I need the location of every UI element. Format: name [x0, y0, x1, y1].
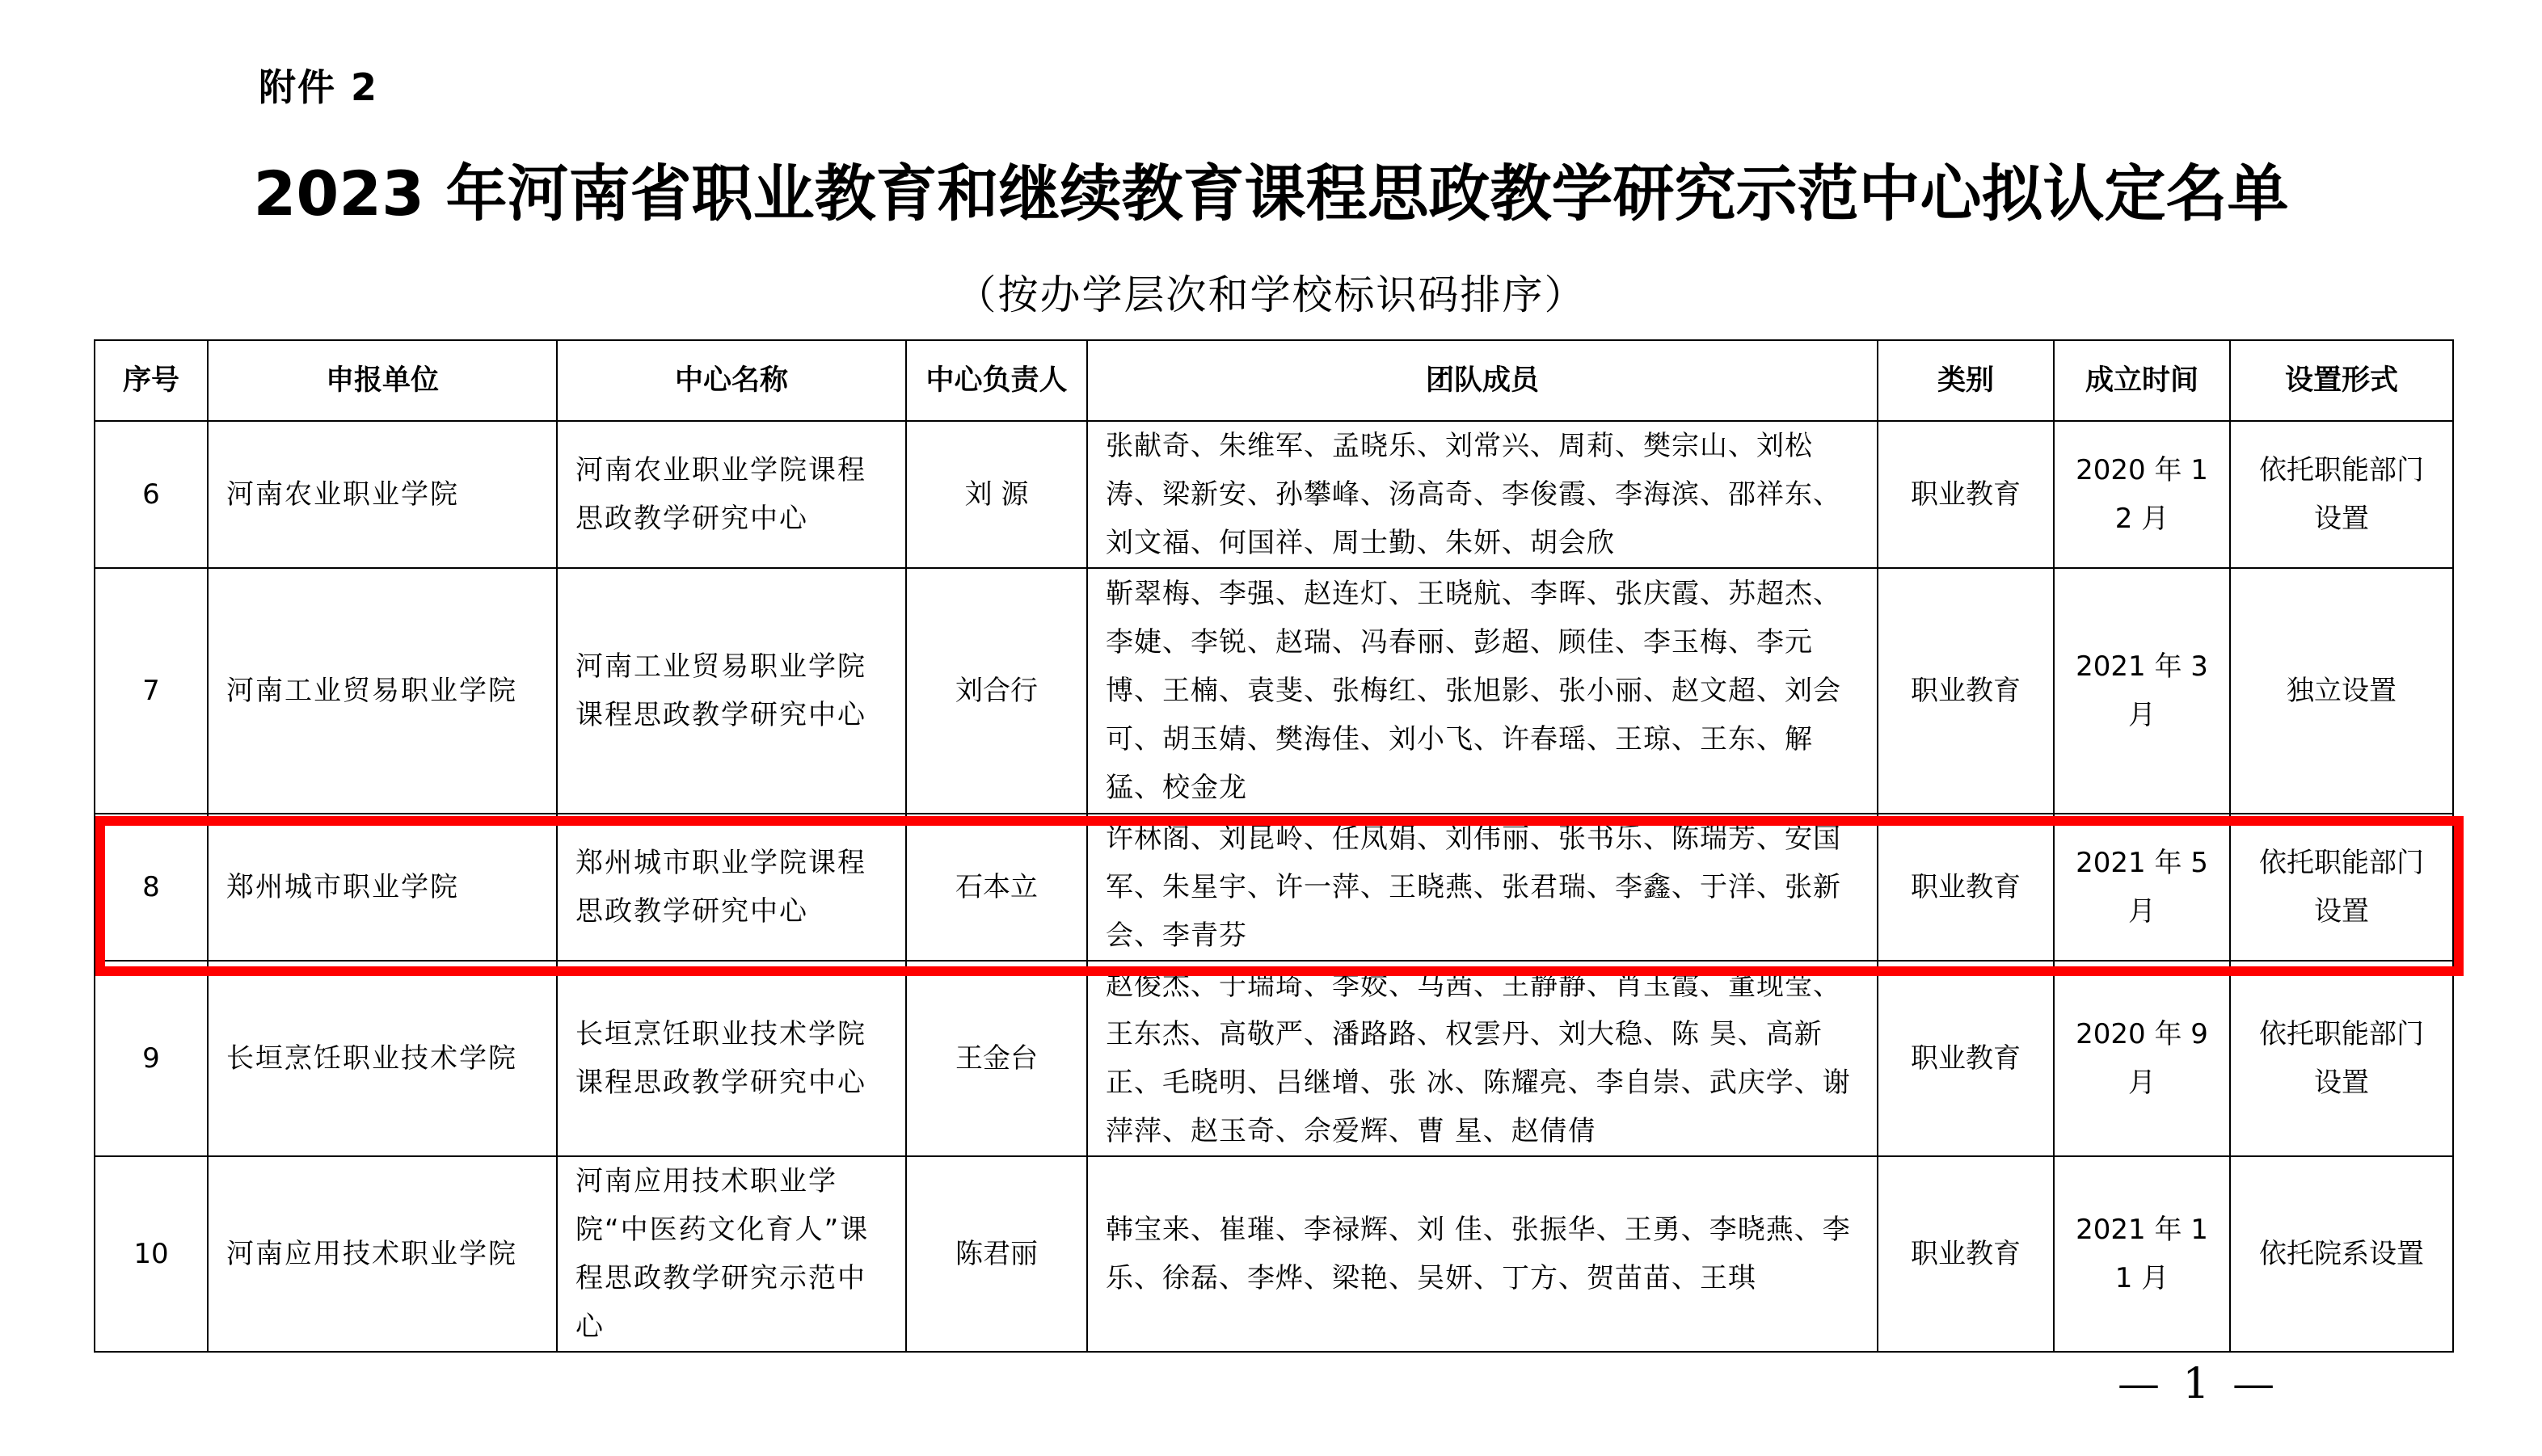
center-list-table	[94, 339, 2454, 1353]
cell-no: 7	[95, 568, 208, 814]
header-unit: 申报单位	[208, 340, 557, 421]
cell-date: 2021 年 3 月	[2054, 568, 2230, 814]
cell-no: 10	[95, 1156, 208, 1352]
cell-leader: 刘 源	[906, 421, 1087, 568]
cell-date: 2020 年 12 月	[2054, 421, 2230, 568]
cell-date: 2021 年 5 月	[2054, 814, 2230, 961]
table-row	[95, 814, 2453, 961]
table-row	[95, 568, 2453, 814]
document-subtitle: （按办学层次和学校标识码排序）	[955, 271, 1587, 318]
table-row	[95, 1156, 2453, 1352]
cell-category: 职业教育	[1878, 421, 2054, 568]
header-form: 设置形式	[2230, 340, 2453, 421]
table-row	[95, 421, 2453, 568]
cell-no: 6	[95, 421, 208, 568]
cell-form: 依托院系设置	[2230, 1156, 2453, 1352]
cell-category: 职业教育	[1878, 814, 2054, 961]
cell-unit: 郑州城市职业学院	[208, 814, 557, 961]
cell-leader: 王金台	[906, 961, 1087, 1156]
header-leader: 中心负责人	[906, 340, 1087, 421]
cell-no: 9	[95, 961, 208, 1156]
cell-form: 依托职能部门设置	[2230, 421, 2453, 568]
attachment-label: 附件 2	[259, 65, 379, 109]
cell-members: 许林阁、刘昆岭、任凤娟、刘伟丽、张书乐、陈瑞芳、安国军、朱星宇、许一萍、王晓燕、张君瑞、李鑫、于洋、张新会、李青芬	[1087, 814, 1878, 961]
table-row	[95, 961, 2453, 1156]
cell-leader: 石本立	[906, 814, 1087, 961]
cell-unit: 河南农业职业学院	[208, 421, 557, 568]
cell-center: 长垣烹饪职业技术学院课程思政教学研究中心	[557, 961, 906, 1156]
cell-form: 依托职能部门设置	[2230, 961, 2453, 1156]
cell-date: 2020 年 9 月	[2054, 961, 2230, 1156]
cell-no: 8	[95, 814, 208, 961]
page-number: — 1 —	[2118, 1360, 2280, 1408]
cell-category: 职业教育	[1878, 568, 2054, 814]
header-members: 团队成员	[1087, 340, 1878, 421]
header-category: 类别	[1878, 340, 2054, 421]
cell-category: 职业教育	[1878, 1156, 2054, 1352]
cell-unit: 河南工业贸易职业学院	[208, 568, 557, 814]
cell-leader: 刘合行	[906, 568, 1087, 814]
cell-leader: 陈君丽	[906, 1156, 1087, 1352]
cell-unit: 河南应用技术职业学院	[208, 1156, 557, 1352]
header-center: 中心名称	[557, 340, 906, 421]
cell-center: 河南应用技术职业学院“中医药文化育人”课程思政教学研究示范中心	[557, 1156, 906, 1352]
cell-members: 韩宝来、崔璀、李禄辉、刘 佳、张振华、王勇、李晓燕、李乐、徐磊、李烨、梁艳、吴妍、丁方、贺苗苗、王琪	[1087, 1156, 1878, 1352]
cell-form: 独立设置	[2230, 568, 2453, 814]
cell-center: 河南工业贸易职业学院课程思政教学研究中心	[557, 568, 906, 814]
cell-date: 2021 年 11 月	[2054, 1156, 2230, 1352]
cell-unit: 长垣烹饪职业技术学院	[208, 961, 557, 1156]
table-header-row	[95, 340, 2453, 421]
cell-members: 赵俊杰、于瑞琦、李姣、马茜、王静静、肖玉霞、董现莹、王东杰、高敬严、潘路路、权雲丹、刘大稳、陈 昊、高新正、毛晓明、吕继增、张 冰、陈耀亮、李自崇、武庆学、谢萍萍、赵玉奇、佘爱辉、曹 星、赵倩倩	[1087, 961, 1878, 1156]
header-no: 序号	[95, 340, 208, 421]
cell-members: 张献奇、朱维军、孟晓乐、刘常兴、周莉、樊宗山、刘松涛、梁新安、孙攀峰、汤高奇、李俊霞、李海滨、邵祥东、刘文福、何国祥、周士勤、朱妍、胡会欣	[1087, 421, 1878, 568]
cell-category: 职业教育	[1878, 961, 2054, 1156]
header-date: 成立时间	[2054, 340, 2230, 421]
cell-form: 依托职能部门设置	[2230, 814, 2453, 961]
cell-members: 靳翠梅、李强、赵连灯、王晓航、李晖、张庆霞、苏超杰、李婕、李锐、赵瑞、冯春丽、彭超、顾佳、李玉梅、李元博、王楠、袁斐、张梅红、张旭影、张小丽、赵文超、刘会可、胡玉婧、樊海佳、刘小飞、许春瑶、王琼、王东、解猛、校金龙	[1087, 568, 1878, 814]
cell-center: 河南农业职业学院课程思政教学研究中心	[557, 421, 906, 568]
document-title: 2023 年河南省职业教育和继续教育课程思政教学研究示范中心拟认定名单	[253, 158, 2289, 229]
cell-center: 郑州城市职业学院课程思政教学研究中心	[557, 814, 906, 961]
